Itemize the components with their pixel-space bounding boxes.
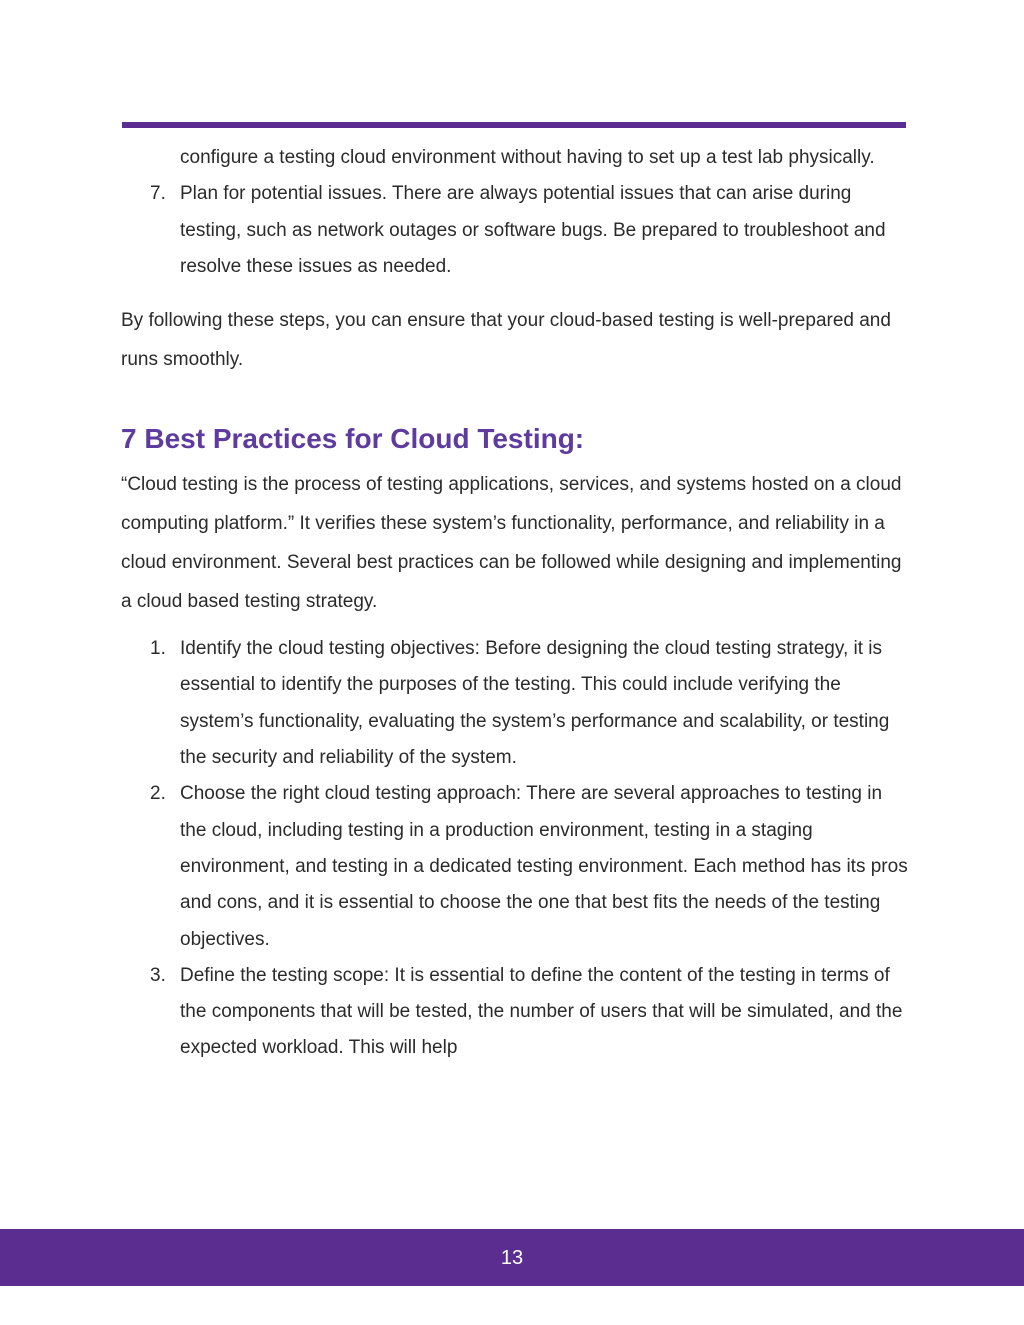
top-divider	[122, 122, 906, 128]
continued-steps-list	[121, 140, 911, 285]
list-item	[121, 140, 911, 176]
best-practices-list	[121, 631, 911, 1067]
list-item	[121, 631, 911, 776]
intro-paragraph: By following these steps, you can ensure that your cloud-based testing is well-prepared and runs smoothly.	[121, 310, 891, 371]
page-content	[121, 140, 911, 1067]
list-item	[121, 958, 911, 1067]
list-item-text: configure a testing cloud environment without having to set up a test lab physically.	[180, 147, 875, 168]
footer-bar	[0, 1229, 1024, 1286]
list-item-number: 7.	[150, 183, 166, 205]
list-item	[121, 176, 911, 285]
list-item-number: 3.	[150, 964, 166, 986]
list-item-text: Define the testing scope: It is essential to define the content of the testing in terms of the components that will be tested, the number of users that will be simulated, and the expected workload. This will help	[180, 964, 903, 1059]
list-item	[121, 776, 911, 957]
list-item-text: Identify the cloud testing objectives: Before designing the cloud testing strategy, it is essential to identify the purposes of the testing. This could include verifying the system’s functionality, evaluating the system’s performance and scalability, or testing the security and reliability of the system.	[180, 638, 890, 769]
list-item-number: 2.	[150, 783, 166, 805]
section-paragraph: “Cloud testing is the process of testing applications, services, and systems hosted on a cloud computing platform.” It verifies these system’s functionality, performance, and reliability in a cloud environment. Several best practices can be followed while designing and implementing a cloud based testing strategy.	[121, 474, 902, 613]
page-number: 13	[500, 1247, 524, 1269]
list-item-text: Plan for potential issues. There are always potential issues that can arise during testing, such as network outages or software bugs. Be prepared to troubleshoot and resolve these issues as needed.	[180, 183, 886, 277]
list-item-number: 1.	[150, 638, 166, 660]
list-item-text: Choose the right cloud testing approach: There are several approaches to testing in the cloud, including testing in a production environment, testing in a staging environment, and testing in a dedicated testing environment. Each method has its pros and cons, and it is essential to choose the one that best fits the needs of the testing objectives.	[180, 783, 908, 950]
section-heading: 7 Best Practices for Cloud Testing:	[121, 423, 585, 455]
